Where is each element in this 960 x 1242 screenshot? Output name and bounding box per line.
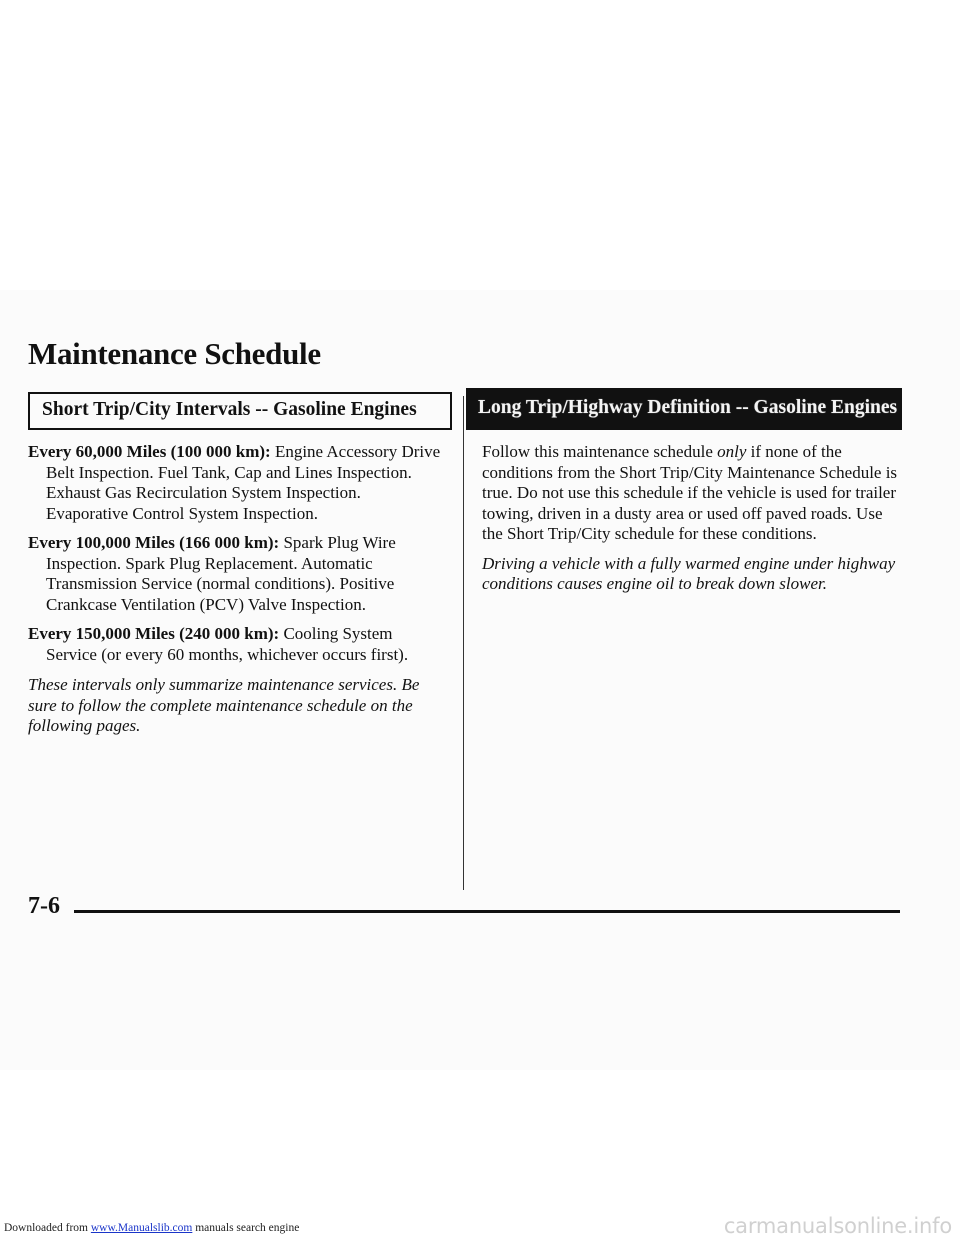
page-number: 7-6 xyxy=(28,893,60,919)
footer-rule xyxy=(74,910,900,913)
interval-entry-60000 xyxy=(28,442,446,524)
short-trip-column xyxy=(28,442,446,737)
short-trip-box-title: Short Trip/City Intervals -- Gasoline Engines xyxy=(28,392,452,430)
interval-heading: Every 100,000 Miles (166 000 km): xyxy=(28,533,280,552)
long-trip-paragraph xyxy=(482,442,902,545)
interval-heading: Every 60,000 Miles (100 000 km): xyxy=(28,442,271,461)
download-credit xyxy=(4,1222,299,1234)
download-suffix: manuals search engine xyxy=(192,1222,300,1234)
interval-text: Spark Plug Wire Inspection. Spark Plug Replacement. Automatic Transmission Service (normal conditions). Positive Crankcase Ventilation (PCV) Valve Inspection. xyxy=(46,533,396,614)
long-trip-box-title: Long Trip/Highway Definition -- Gasoline Engines xyxy=(466,388,902,430)
paragraph-end: if none of the conditions from the Short Trip/City Maintenance Schedule is true. Do not use this schedule if the vehicle is used for trailer towing, driven in a dusty area or used off paved roads. Use the Short Trip/City schedule for these conditions. xyxy=(482,442,898,543)
interval-heading: Every 150,000 Miles (240 000 km): xyxy=(28,624,280,643)
interval-entry-150000 xyxy=(28,624,446,665)
paragraph-emphasis: only xyxy=(717,442,747,461)
long-trip-column xyxy=(482,442,902,595)
download-prefix: Downloaded from xyxy=(4,1222,91,1234)
column-divider xyxy=(463,396,464,890)
manualslib-link[interactable]: www.Manualslib.com xyxy=(90,1222,193,1234)
highway-note: Driving a vehicle with a fully warmed engine under highway conditions causes engine oil to break down slower. xyxy=(482,553,896,593)
interval-text: Engine Accessory Drive Belt Inspection. Fuel Tank, Cap and Lines Inspection. Exhaust Gas Recirculation System Inspection. Evaporative Control System Inspection. xyxy=(46,442,441,523)
watermark: carmanualsonline.info xyxy=(723,1214,952,1238)
intervals-note: These intervals only summarize maintenance services. Be sure to follow the complete maintenance schedule on the following pages. xyxy=(28,675,420,735)
interval-text: Cooling System Service (or every 60 months, whichever occurs first). xyxy=(46,624,409,664)
page-title: Maintenance Schedule xyxy=(28,336,321,371)
interval-entry-100000 xyxy=(28,533,446,615)
paragraph-start: Follow this maintenance schedule xyxy=(482,442,718,461)
